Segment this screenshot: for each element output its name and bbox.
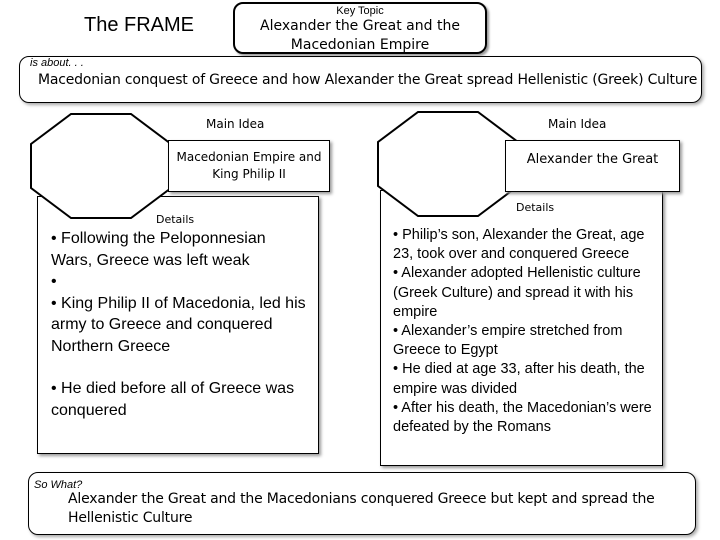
so-what-box [28,472,696,535]
so-what-text: Alexander the Great and the Macedonians conquered Greece but kept and spread the Hellenistic Culture [68,491,655,526]
right-detail-item: • After his death, the Macedonian’s were defeated by the Romans [393,399,652,436]
so-what-label: So What? [34,479,83,491]
left-details-list [51,228,311,421]
right-main-idea-box: Alexander the Great [505,140,680,192]
right-details-list [393,226,655,437]
left-octagon [29,112,173,220]
left-detail-item: • Following the Peloponnesian Wars, Greece was left weak [51,230,266,269]
left-main-idea-box: Macedonian Empire and King Philip II [168,140,330,192]
left-detail-item: • King Philip II of Macedonia, led his army to Greece and conquered Northern Greece [51,294,306,355]
right-detail-item: • Philip’s son, Alexander the Great, age 23, took over and conquered Greece [393,227,645,263]
key-topic-text: Alexander the Great and the Macedonian Empire [260,18,460,53]
right-detail-item: • Alexander’s empire stretched from Greece to Egypt [393,323,623,359]
right-details-label: Details [516,201,555,214]
left-details-label: Details [156,213,195,226]
is-about-label: is about. . . [30,57,84,69]
is-about-text: Macedonian conquest of Greece and how Alexander the Great spread Hellenistic (Greek) Culture [38,72,698,88]
right-main-idea-label: Main Idea [548,117,607,131]
key-topic-label: Key Topic [336,5,384,17]
right-detail-item: • Alexander adopted Hellenistic culture (Greek Culture) and spread it with his empire [393,265,641,320]
right-octagon [376,110,520,218]
frame-title: The FRAME [84,14,195,36]
right-detail-item: • He died at age 33, after his death, the empire was divided [393,361,645,397]
left-detail-item: • He died before all of Greece was conquered [51,380,295,419]
is-about-box [19,56,702,103]
key-topic-box [233,2,487,54]
left-main-idea-label: Main Idea [206,117,265,131]
left-detail-item: • [51,273,57,290]
